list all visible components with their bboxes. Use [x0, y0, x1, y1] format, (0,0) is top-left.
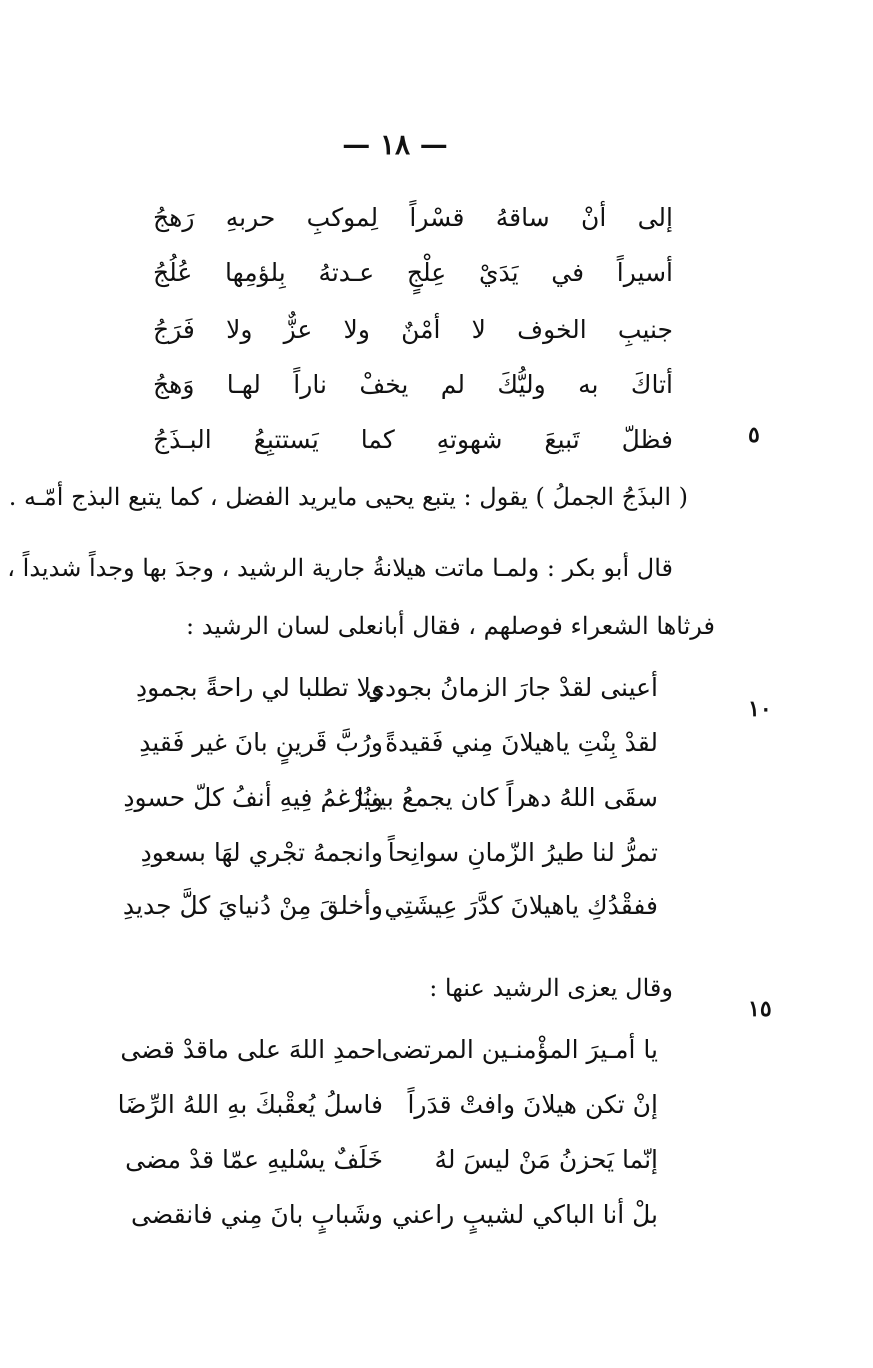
poem2-verse-3-first-hemistich: سقَى اللهُ دهراً كان يجمعُ بيننا	[356, 783, 658, 812]
poem1-verse-4: أتاكَ به وليُّكَ لم يخفْ ناراً لهـا وَهجُ	[153, 370, 673, 399]
poem2-verse-4-second-hemistich: وانجمهُ تجْري لهَا بسعودِ	[140, 838, 383, 867]
poem2-verse-1-second-hemistich: ولا تطلبا لي راحةً بجمودِ	[136, 673, 383, 702]
poem3-verse-1-second-hemistich: احمدِ اللهَ على ماقدْ قضى	[120, 1035, 383, 1064]
poem2-verse-2-second-hemistich: ورُبَّ قَرينٍ بانَ غير فَقيدِ	[139, 728, 383, 757]
poem1-verse-1: إلى أنْ ساقهُ قسْراً لِموكبِ حربهِ رَهجُ	[153, 203, 673, 232]
poem2-verse-5-first-hemistich: ففقْدُكِ ياهيلانَ كدَّرَ عِيشَتِي	[384, 891, 658, 920]
poem3-verse-2-first-hemistich: إنْ تكن هيلانَ وافتْ قدَراً	[407, 1090, 658, 1119]
poem3-verse-2-second-hemistich: فاسلُ يُعقْبكَ بهِ اللهُ الرِّضَا	[117, 1090, 383, 1119]
poem1-verse-5: فظلّ تَبيعَ شهوتهِ كما يَستتبِعُ البـذَجُ	[153, 425, 673, 454]
poem3-verse-3-second-hemistich: خَلَفٌ يسْليهِ عمّا قدْ مضى	[125, 1145, 383, 1174]
prose-paragraph-line-1: قال أبو بكر : ولمـا ماتت هيلانةُ جارية الرشيد ، وجدَ بها وجداً شديداً ،	[7, 554, 673, 582]
margin-line-number-5: ٥	[748, 422, 760, 448]
poem2-verse-3-second-hemistich: ويُرْغمُ فِيهِ أنفُ كلّ حسودِ	[123, 783, 383, 812]
poem3-verse-4-second-hemistich: وشَبابٍ بانَ مِني فانقضى	[131, 1200, 383, 1229]
poem2-verse-2-first-hemistich: لقدْ بِنْتِ ياهيلانَ مِني فَقيدةً	[385, 728, 658, 757]
margin-line-number-10: ١٠	[748, 696, 772, 722]
poem3-verse-1-first-hemistich: يا أمـيرَ المؤْمنـين المرتضى	[381, 1035, 658, 1064]
poem3-verse-4-first-hemistich: بلْ أنا الباكي لشيبٍ راعني	[392, 1200, 658, 1229]
page-number: — ١٨ —	[342, 128, 448, 161]
poem2-verse-1-first-hemistich: أعينى لقدْ جارَ الزمانُ بجودي	[365, 673, 658, 702]
poem1-verse-2: أسيراً في يَدَيْ عِلْجٍ عـدتهُ بِلؤمِها عُلُجُ	[153, 258, 673, 287]
poem1-verse-3: جنيبِ الخوف لا أمْنٌ ولا عزٌّ ولا فَرَجُ	[153, 315, 673, 344]
margin-line-number-15: ١٥	[748, 996, 772, 1022]
footnote-explanation: ( البذَجُ الجملُ ) يقول : يتبع يحيى مايريد الفضل ، كما يتبع البذج أمّـه .	[8, 483, 688, 511]
poem2-verse-5-second-hemistich: وأخلقَ مِنْ دُنيايَ كلَّ جديدِ	[122, 891, 383, 920]
poem3-verse-3-first-hemistich: إنّما يَحزنُ مَنْ ليسَ لهُ	[434, 1145, 658, 1174]
poem2-verse-4-first-hemistich: تمرُّ لنا طيرُ الزّمانِ سوانِحاً	[387, 838, 658, 867]
prose-intro-line: وقال يعزى الرشيد عنها :	[429, 974, 673, 1002]
prose-paragraph-line-2: فرثاها الشعراء فوصلهم ، فقال أبانعلى لسان الرشيد :	[186, 612, 715, 640]
